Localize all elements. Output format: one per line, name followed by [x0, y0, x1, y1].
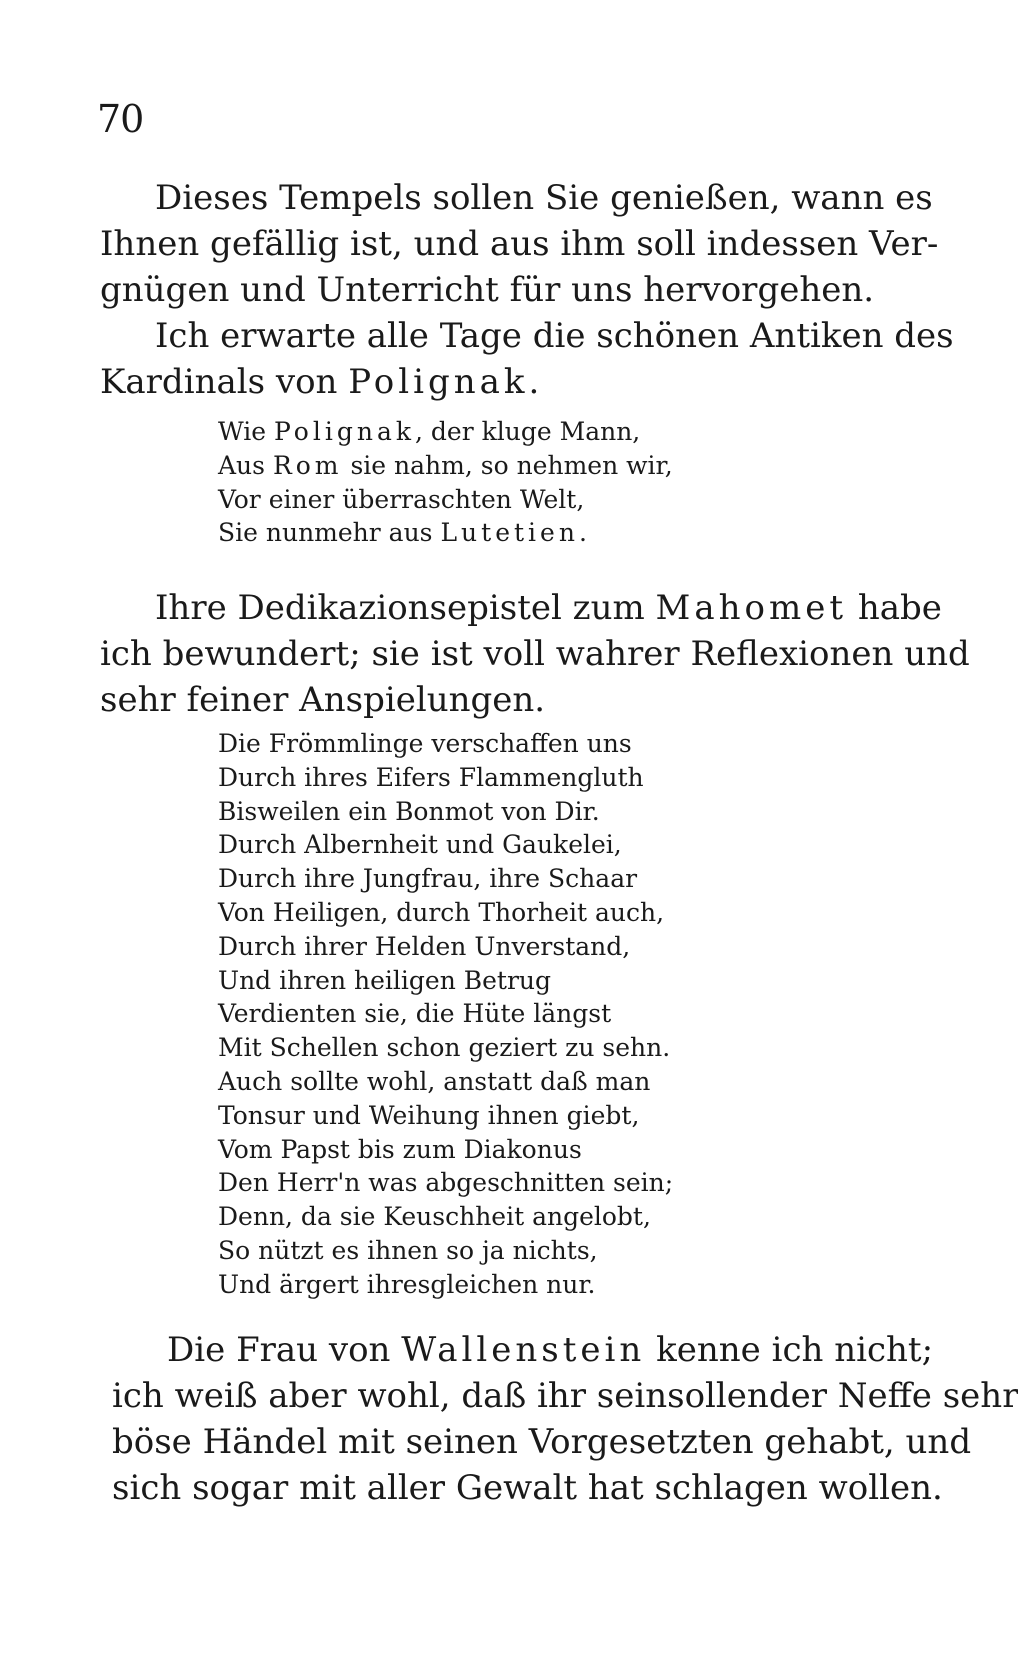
- verse-2-line: Tonsur und Weihung ihnen giebt,: [218, 1100, 640, 1130]
- paragraph-2-line-2: [100, 359, 845, 405]
- verse-2-line: Verdienten sie, die Hüte längst: [218, 999, 612, 1029]
- spaced-name-polignak-verse: Polignak: [274, 417, 416, 446]
- paragraph-4-line-3: böse Händel mit seinen Vorgesetzten gehabt, und: [112, 1422, 972, 1462]
- verse-2-line: Den Herr'n was abgeschnitten sein;: [218, 1168, 674, 1198]
- paragraph-1-line-2: Ihnen gefällig ist, und aus ihm soll indessen Ver-: [100, 224, 939, 264]
- verse-2-line: Und ihren heiligen Betrug: [218, 965, 552, 995]
- verse-2-line: Von Heiligen, durch Thorheit auch,: [218, 897, 665, 927]
- verse-1-line-1-start: Wie: [218, 417, 274, 446]
- paragraph-3-line-1-end: habe: [847, 588, 942, 628]
- paragraph-4: [112, 1327, 1018, 1511]
- spaced-name-mahomet: Mahomet: [655, 588, 848, 628]
- verse-1-line-1: [218, 415, 673, 449]
- paragraph-2: [100, 313, 954, 405]
- paragraph-4-line-1: [112, 1327, 934, 1373]
- paragraph-4-line-1-end: kenne ich nicht;: [645, 1330, 934, 1370]
- paragraph-4-line-4: sich sogar mit aller Gewalt hat schlagen wollen.: [112, 1468, 943, 1508]
- verse-1: [218, 415, 673, 550]
- verse-2-line: So nützt es ihnen so ja nichts,: [218, 1235, 598, 1265]
- verse-1-line-2-start: Aus: [218, 450, 273, 480]
- verse-2-line: Die Frömmlinge verschaffen uns: [218, 729, 632, 758]
- verse-1-line-3: Vor einer überraschten Welt,: [218, 484, 585, 514]
- verse-2-line: Durch ihres Eifers Flammengluth: [218, 762, 644, 792]
- verse-2-line: Durch ihre Jungfrau, ihre Schaar: [218, 864, 638, 894]
- verse-2-line: Und ärgert ihresgleichen nur.: [218, 1269, 596, 1299]
- verse-1-line-1-end: , der kluge Mann,: [415, 417, 641, 446]
- verse-1-line-4-end: .: [578, 518, 587, 548]
- verse-1-line-4-start: Sie nunmehr aus: [218, 518, 441, 548]
- spaced-name-rom: Rom: [272, 450, 343, 480]
- verse-2-line: Auch sollte wohl, anstatt daß man: [218, 1066, 651, 1096]
- paragraph-3-line-3: sehr feiner Anspielungen.: [100, 680, 546, 720]
- verse-2: [218, 727, 673, 1302]
- verse-2-line: Durch Albernheit und Gaukelei,: [218, 830, 622, 860]
- verse-2-line: Vom Papst bis zum Diakonus: [218, 1134, 582, 1164]
- paragraph-1-line-3: gnügen und Unterricht für uns hervorgehen.: [100, 270, 875, 310]
- paragraph-2-line-1: Ich erwarte alle Tage die schönen Antiken des: [155, 316, 954, 356]
- spaced-name-wallenstein: Wallenstein: [401, 1330, 646, 1370]
- paragraph-1: [100, 175, 939, 313]
- verse-2-line: Mit Schellen schon geziert zu sehn.: [218, 1033, 671, 1063]
- paragraph-2-line-2-end: .: [528, 362, 540, 402]
- verse-2-line: Bisweilen ein Bonmot von Dir.: [218, 796, 600, 826]
- spaced-name-polignak: Polignak: [348, 362, 529, 402]
- verse-1-line-2-end: sie nahm, so nehmen wir,: [342, 450, 673, 480]
- paragraph-3-line-1-start: Ihre Dedikazionsepistel zum: [155, 588, 656, 628]
- verse-1-line-2: [218, 449, 673, 483]
- verse-2-line: Durch ihrer Helden Unverstand,: [218, 931, 631, 961]
- verse-2-line: Denn, da sie Keuschheit angelobt,: [218, 1202, 651, 1232]
- paragraph-3: [100, 585, 970, 723]
- paragraph-4-line-2: ich weiß aber wohl, daß ihr seinsollender Neffe sehr: [112, 1376, 1018, 1416]
- paragraph-3-line-1: [100, 585, 942, 631]
- paragraph-3-line-2: ich bewundert; sie ist voll wahrer Reflexionen und: [100, 634, 970, 674]
- page-number: 70: [97, 97, 144, 141]
- paragraph-2-line-2-text: Kardinals von: [100, 362, 349, 402]
- spaced-name-lutetien: Lutetien: [440, 518, 579, 548]
- verse-1-line-4: [218, 516, 673, 550]
- paragraph-4-line-1-start: Die Frau von: [167, 1330, 402, 1370]
- paragraph-1-line-1: Dieses Tempels sollen Sie genießen, wann es: [155, 178, 933, 218]
